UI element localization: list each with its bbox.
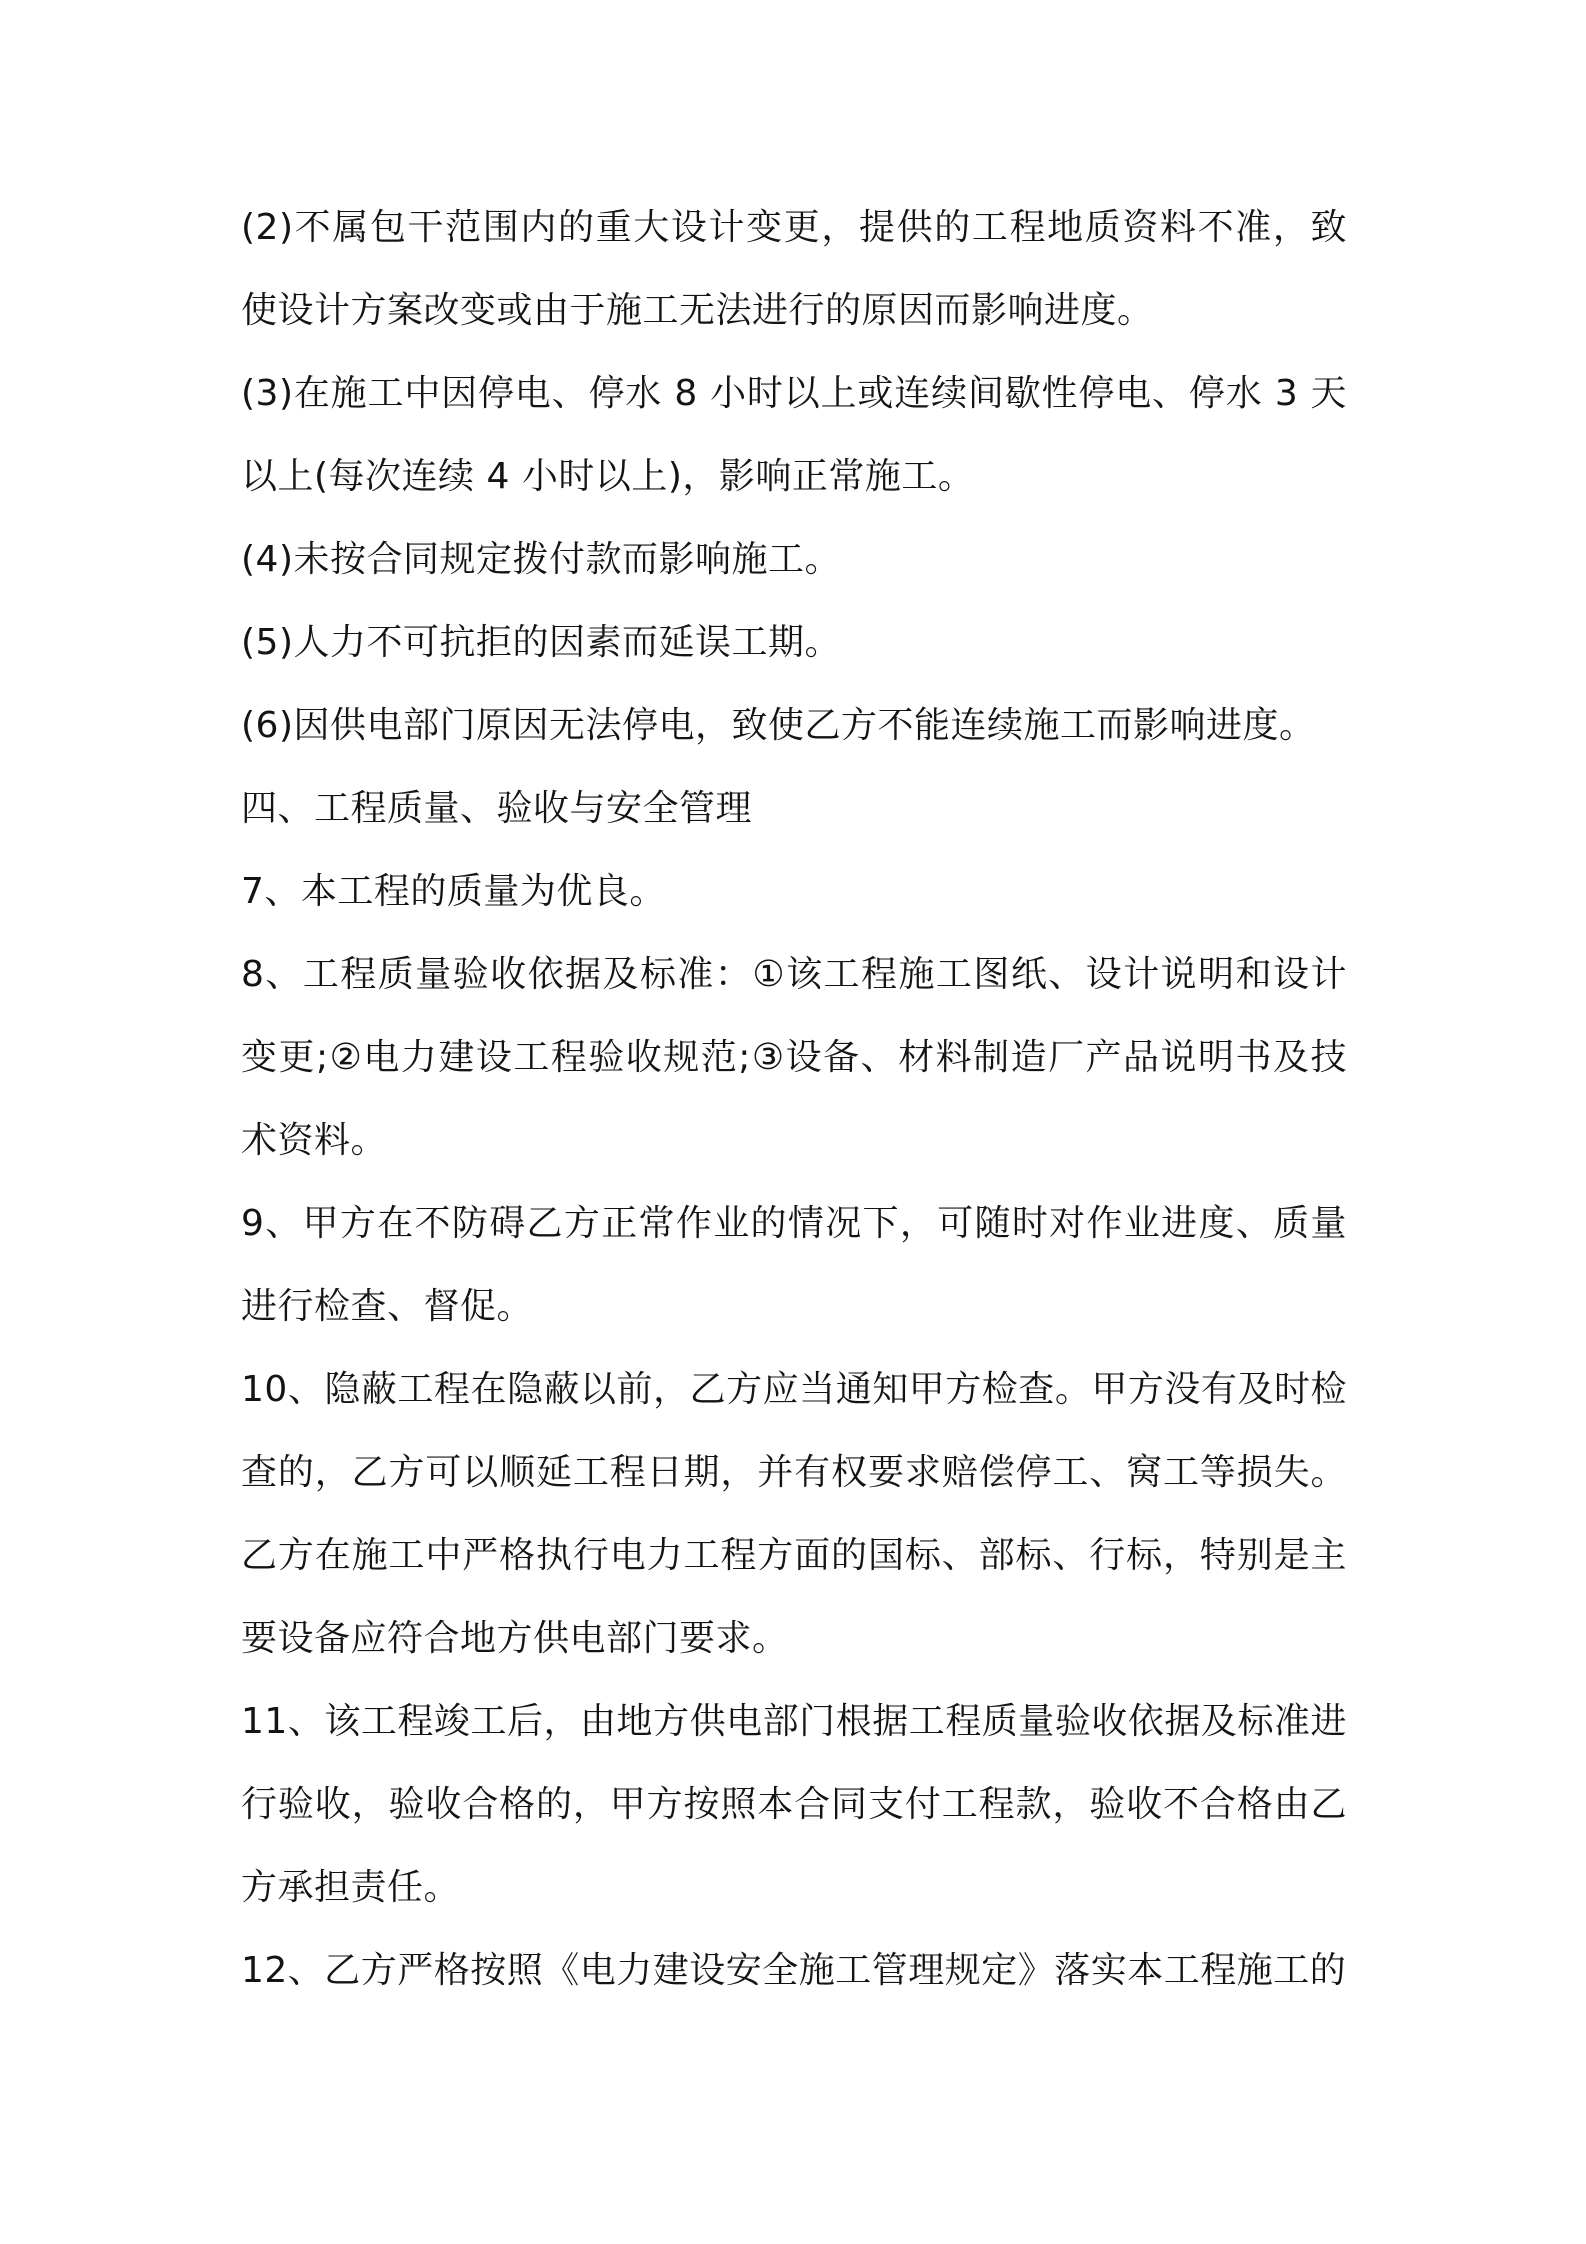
paragraph-item-8: 8、工程质量验收依据及标准：①该工程施工图纸、设计说明和设计变更;②电力建设工程验收规范;③设备、材料制造厂产品说明书及技术资料。 (241, 954, 1347, 1161)
paragraph-clause-2: (2)不属包干范围内的重大设计变更，提供的工程地质资料不准，致使设计方案改变或由于施工无法进行的原因而影响进度。 (241, 207, 1347, 331)
section-heading-quality: 四、工程质量、验收与安全管理 (241, 788, 753, 829)
paragraph-item-12: 12、乙方严格按照《电力建设安全施工管理规定》落实本工程施工的 (241, 1950, 1347, 1991)
paragraph-item-9: 9、甲方在不防碍乙方正常作业的情况下，可随时对作业进度、质量进行检查、督促。 (241, 1203, 1347, 1327)
paragraph-item-7: 7、本工程的质量为优良。 (241, 871, 666, 912)
document-page (241, 186, 1347, 2012)
paragraph-clause-6: (6)因供电部门原因无法停电，致使乙方不能连续施工而影响进度。 (241, 705, 1316, 746)
paragraph-clause-4: (4)未按合同规定拨付款而影响施工。 (241, 539, 841, 580)
paragraph-clause-3: (3)在施工中因停电、停水 8 小时以上或连续间歇性停电、停水 3 天以上(每次连续 4 小时以上)，影响正常施工。 (241, 373, 1347, 497)
paragraph-item-10: 10、隐蔽工程在隐蔽以前，乙方应当通知甲方检查。甲方没有及时检查的，乙方可以顺延工程日期，并有权要求赔偿停工、窝工等损失。乙方在施工中严格执行电力工程方面的国标、部标、行标，特别是主要设备应符合地方供电部门要求。 (241, 1369, 1347, 1659)
paragraph-item-11: 11、该工程竣工后，由地方供电部门根据工程质量验收依据及标准进行验收，验收合格的，甲方按照本合同支付工程款，验收不合格由乙方承担责任。 (241, 1701, 1347, 1908)
paragraph-clause-5: (5)人力不可抗拒的因素而延误工期。 (241, 622, 841, 663)
